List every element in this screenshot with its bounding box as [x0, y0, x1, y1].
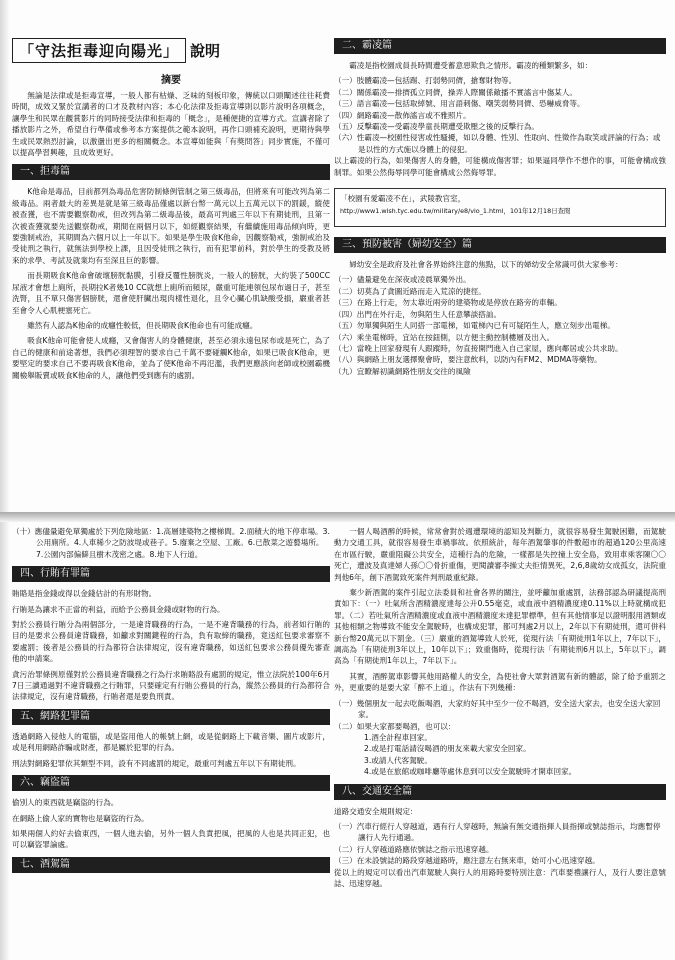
left-column-top	[12, 38, 330, 385]
victim-item: （四）出門在外行走，勿與陌生人任意攀談搭訕。	[334, 309, 502, 319]
section-head-traffic-safety: 八、交通安全篇	[334, 784, 666, 800]
section-head-drunk-driving: 七、酒駕篇	[12, 857, 330, 873]
section-head-theft: 六、竊盜篇	[12, 775, 330, 791]
section-head-anti-drug: 一、拒毒篇	[12, 164, 330, 180]
victim-item: （二）切莫為了貪圖近路而走入荒涼的捷徑。	[334, 286, 486, 296]
bullying-item: （三）語言霸凌—包括取綽號、用言語刺傷、嘲笑弱勢同儕、恐嚇威脅等。	[334, 99, 585, 109]
anti-drug-p1: K他命是毒品，目前都列為毒品危害防制條例管制之第三級毒品，但將來有可能改列為第二級毒品。兩者最大的差異是就是第三級毒品僅處以新台幣一萬元以上五萬元以下的罰鍰，縱使被查獲，也不需要觀察勒戒，但改列為第二級毒品後，最高可判處三年以下有期徒刑，且第一次被查獲就要先送觀察勒戒，期間在兩個月以下，如經觀察結果，有繼續施用毒品傾向時，更要強制戒治，其期間為六個月以上一年以下。如果是學生吸食K他命，因觀察勒戒，強制戒治及受徒刑之執行，就無法到學校上課，且因受徒刑之執行，而有犯罪前科，對於學生的受教及將來的求學、考試及就業均有至深且巨的影響。	[12, 187, 330, 265]
bullying-item: （五）反擊霸凌—受霸凌學童長期遭受欺壓之後的反擊行為。	[334, 122, 540, 132]
victim-item-10: （十）應儘量避免單獨處於下列危險地區：1.高層建築物之樓梯間。2.面積大的地下停車場。3.公用廁所。4.人車稀少之防波堤或巷子。5.廢棄之空屋、工廠。6.已散菜之遊藝場所。7.公園內部偏僻且樹木茂密之處。8.地下人行道。	[12, 527, 330, 559]
traffic-intro: 道路交通安全規則規定：	[334, 806, 418, 816]
quote-source: http://www1.wlsh.tyc.edu.tw/military/e8/vio_1.html，101年12月18日查閱	[340, 207, 571, 216]
doc-title-suffix: 說明	[190, 42, 221, 60]
victim-item: （一）儘量避免在深夜或凌晨單獨外出。	[334, 275, 471, 285]
quote-text: 「校園有愛霸凌不在」，武陵教官室，	[340, 194, 466, 204]
section-head-bribery: 四、行賄有罪篇	[12, 566, 330, 582]
theft-p3: 如果兩個人約好去偷東西，一個人進去偷，另外一個人負責把風，把風的人也是共同正犯，也可以竊盜罪論處。	[12, 828, 330, 850]
drunk-driving-subitem: 4.或是在旅館或咖啡廳等處休息到可以安全駕駛時才開車回家。	[364, 767, 577, 777]
section-head-cybercrime: 五、網路犯罪篇	[12, 709, 330, 725]
traffic-item: （三）在未設號誌的路段穿越道路時，應注意左右無來車，始可小心迅速穿越。	[334, 856, 600, 866]
bullying-item: （六）性霸凌—校園性侵害或性騷擾，如以身體、性別、性取向、性徵作為取笑或評論的行為；或是以性的方式施以身體上的侵犯。	[334, 133, 661, 154]
theft-p2: 在網路上偷人家的寶物也是竊盜的行為。	[12, 813, 149, 823]
cybercrime-p2: 刑法對網路犯罪依其類型不同，設有不同處罰的規定，最重可判處五年以下有期徒刑。	[12, 758, 301, 768]
scan-shadow	[0, 0, 10, 960]
traffic-item: （二）行人穿越道路應依號誌之指示迅速穿越。	[334, 844, 494, 854]
cybercrime-p1: 透過網路入侵他人的電腦，或是盜用他人的帳號上網，或是從網路上下載音樂、圖片或影片，或是利用網路詐騙或財產，都是屬於犯罪的行為。	[12, 731, 330, 753]
victim-item: （三）在路上行走，勿太靠近兩旁的建築物或是停放在路旁的車輛。	[334, 298, 562, 308]
section-head-victim-prevention: 三、預防被害（婦幼安全）篇	[334, 237, 666, 253]
traffic-list	[334, 821, 666, 867]
section-head-bullying: 二、霸凌篇	[334, 38, 666, 54]
anti-drug-p4: 吸食K他命可能會使人成癮，又會傷害人的身體健康，甚至必須永遠包尿布或是死亡，為了自己的健康和前途著想，我們必須理智的要求自己千萬不要碰觸K他命，如果已吸食K他命，更要堅定的要求自己不要再吸食K他命，並為了使K他命不再氾濫，我們更應該向老師或校園霸機關檢舉販賣或吸食K他命的人，讓他們受到應有的處罰。	[12, 336, 330, 380]
bribery-p1: 賄賂是指金錢或得以金錢估計的有形財物。	[12, 589, 157, 599]
right-column-top	[334, 38, 666, 377]
bullying-item: （四）網路霸凌—散佈謠言或不雅照片。	[334, 110, 471, 120]
anti-drug-p2: 而長期吸食K他命會破壞膀胱黏膜，引發反覆性膀胱炎，一般人的膀胱，大約裝了500CC尿液才會想上廁所，長期拉K者幾10 CC就想上廁所而頻尿，嚴重可能連領包尿布過日子，甚至洗腎，且不單只傷害個膀胱，還會使肝臟出現肉樣性退化，且令心臟心肌缺酸受損，嚴重者甚至會令人心肌梗塞死亡。	[12, 271, 330, 315]
bullying-intro: 霸凌是指校園成員長時間遭受蓄意惡欺負之情形。霸凌的種類繁多，如：	[349, 61, 593, 70]
drunk-driving-p3: 其實，酒醉駕車影響其他用路權人的安全，為使社會大眾對酒駕有新的體認，除了給予重罰之外，更重要的是要大家「醉不上道」，作法有下列幾種：	[334, 671, 666, 693]
traffic-p2: 從以上的規定可以看出汽車駕駛人與行人的用路時要特別注意：汽車要禮讓行人，及行人要注意號誌、迅速穿越。	[334, 867, 666, 888]
drunk-driving-item: （二）如果大家都要喝酒，也可以：	[334, 721, 456, 731]
drunk-driving-subitem: 3.或請人代客駕駛。	[364, 755, 432, 765]
right-column-bottom	[334, 526, 666, 893]
victim-item: （七）當晚上回家發現有人跟蹤時，勿直接開門進入自己家屋，應向鄰居或公共求助。	[334, 343, 623, 353]
drunk-driving-subitem: 2.或是打電話請沒喝酒的朋友來載大家安全回家。	[364, 744, 531, 754]
bullying-item: （一）肢體霸凌—包括踢、打弱勢同儕，搶奪財物等。	[334, 76, 517, 86]
victim-item: （六）乘坐電梯時，宜站在按鈕側，以方便主動控制樓層及出入。	[334, 332, 555, 342]
quote-box	[334, 188, 666, 227]
abstract-label: 摘要	[161, 75, 181, 86]
victim-item: （五）勿單獨與陌生人同搭一部電梯，如電梯內已有可疑陌生人，應立刻步出電梯。	[334, 321, 615, 331]
doc-title-boxed: 「守法拒毒迎向陽光」	[12, 38, 186, 63]
drunk-driving-p1: 一個人喝酒醉的時候，常常會對於週遭環境的認知及判斷力，就很容易發生駕駛困難，而駕駛動力交通工具，就很容易發生車禍事故。依照統計，每年酒駕肇事的件數超市的超過120公里高速在市區行駛，嚴重阻礙公共安全，這種行為的危險，一樣都是失控撞上安全島，致用車乘客陳〇〇死亡，遭波及真達婦人孫〇〇骨折重傷，更閱讀審李操丈夫拒情異死，2,6,8歲幼女成孤女，法院重判他6年，創下酒駕致死案件判刑最重紀錄。	[334, 527, 666, 582]
bribery-p3: 對於公務員行賄分為兩個部分，一是違背職務的行為，一是不違背職務的行為，前者如行賄的目的是要求公務員違背職務，如籲求對關鍵程的行為，負有取締的職務，竟送紅包要求審察不要處罰；後者是公務員的行為都符合法律規定，沒有違背職務，如送紅包要求公務員優先審查他的申請案。	[12, 620, 330, 664]
victim-intro: 婦幼安全是政府及社會各界始終注意的焦點，以下的婦幼安全常識可供大家參考：	[349, 260, 623, 270]
abstract-text: 無論是法律或是拒毒宣導，一般人都有枯燥、乏味的刻板印象，傳統以口頭闡述往往耗費時間，成效又緊於宣講者的口才及教材內容；本心化法律及拒毒宣導則以影片說明各項概念，讓學生和民眾在觀賞影片的同時接受法律和拒毒的「概念」，是種便捷的宣導方式。宣講者除了播放影片之外，希望自行準備或參考本方案提供之範本說明，再作口頭補充說明，更期待與學生或民眾熱烈討論，以激盪出更多的相關概念。本宣導如能與「有獎問答」同步實施，不僅可以提高學習興趣，且成效更好。	[12, 91, 330, 158]
victim-item: （八）與網路上朋友選擇聚會時，要注意飲料，以防內有FM2、MDMA等藥物。	[334, 355, 602, 365]
bullying-item: （二）關係霸凌—排擠孤立同儕，操弄人際關係敵播不實謠言中傷某人。	[334, 87, 577, 97]
doc-title	[12, 38, 330, 63]
victim-item: （九）宜瞭解初識網路性朋友交往的風險	[334, 366, 471, 376]
left-column-bottom	[12, 526, 330, 879]
drunk-driving-subitem: 1.酒全計程車回家。	[364, 732, 432, 742]
victim-list	[334, 274, 666, 377]
drunk-driving-item: （一）幾個朋友一起去吃飯喝酒，大家約好其中至少一位不喝酒，安全送大家去，也安全送大家回家。	[334, 698, 661, 720]
theft-p1: 偷別人的東西就是竊盜的行為。	[12, 798, 119, 808]
bribery-p2: 行賄是為讓求不正當的利益，而給予公務員金錢或財物的行為。	[12, 604, 225, 614]
traffic-item: （一）汽車行經行人穿越道，遇有行人穿越時，無論有無交通指揮人員指揮或號誌指示，均應暫停讓行人先行通過。	[334, 821, 661, 843]
bullying-list	[334, 75, 666, 155]
page-fold	[0, 512, 675, 522]
bullying-p2: 以上霸凌的行為，如果傷害人的身體，可能構成傷害罪；如果逼同學作不想作的事，可能會構成強制罪。如果公然侮辱同學可能會構成公然侮辱罪。	[334, 156, 666, 177]
drunk-driving-p2: 棄少新酒駕的案件引起立法委員和社會各界的關注，並呼籲加重處罰，法務部認為研議提高刑責如下：（一）吐氣所含酒精濃度達每公升0.55毫克，或血液中酒精濃度達0.11%以上時就構成犯罪。（二）若吐氣所含酒精濃度或血液中酒精濃度未達犯罪標準，但有其他情事足以證明服用酒類或其他相類之物導致不能安全駕駛時，也構成犯罪，都可判處2月以上，2年以下有期徒刑，還可併科新台幣20萬元以下罰金。（三）嚴重的酒駕導致人於死，從現行法「有期徒刑1年以上，7年以下」，調高為「有期徒刑3年以上，10年以下」；致重傷時，從現行法「有期徒刑6月以上，5年以下」，調高為「有期徒刑1年以上，7年以下」。	[334, 588, 666, 666]
bribery-p4: 貪污治罪條例原僅對於公務員違背職務之行為行求賄賂設有處罰的規定，惟立法院於100年6月7日三讀通過對不違背職務之行賄罪，只要確定有行賄公務員的行為，縱然公務員的行為都符合法律規定，沒有違背職務，行賄者還是要負刑責。	[12, 669, 330, 702]
drunk-driving-list	[334, 698, 666, 778]
anti-drug-p3: 雖然有人認為K他命的成癮性較低，但長期吸食K他命也有可能成癮。	[27, 320, 258, 330]
